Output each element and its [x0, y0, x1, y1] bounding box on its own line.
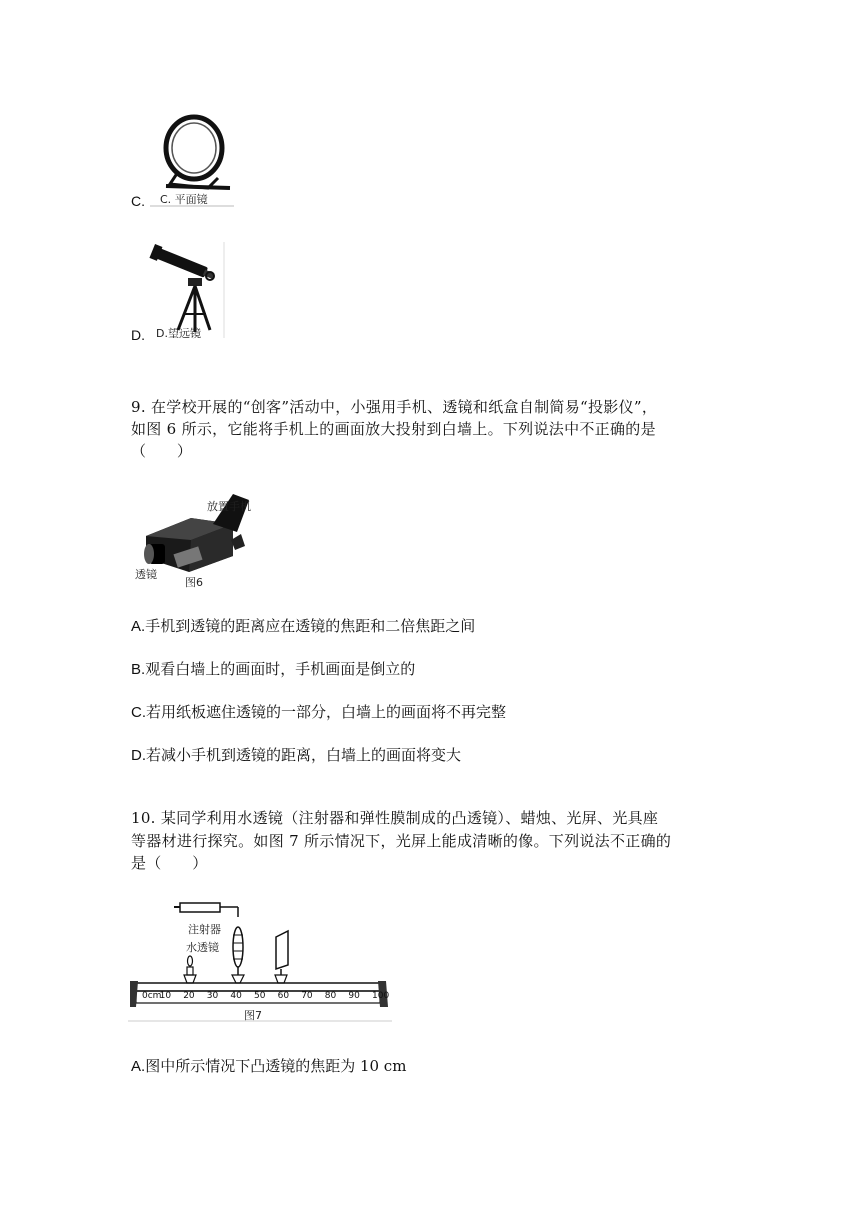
plane-mirror-figure	[148, 108, 236, 208]
ruler-tick-label: 20	[183, 991, 195, 1001]
q10-stem-line1: 10. 某同学利用水透镜（注射器和弹性膜制成的凸透镜）、蜡烛、光屏、光具座	[131, 809, 659, 827]
q10-option-a: A.图中所示情况下凸透镜的焦距为 10 cm	[131, 1057, 407, 1075]
ruler-tick-label: 30	[206, 991, 219, 1001]
syringe-label: 注射器	[188, 923, 221, 936]
ruler-tick-label: 70	[301, 991, 313, 1001]
ruler-tick-label: 0cm	[142, 991, 162, 1001]
figure-6-caption: 图6	[185, 576, 203, 589]
q10-stem-line2: 等器材进行探究。如图 7 所示情况下，光屏上能成清晰的像。下列说法不正确的	[131, 832, 672, 850]
phone-slot-label: 放置手机	[207, 500, 251, 513]
q9-option-c: C.若用纸板遮住透镜的一部分，白墙上的画面将不再完整	[131, 703, 507, 721]
telescope-caption: D.望远镜	[156, 327, 201, 340]
ruler-tick-label: 90	[348, 991, 360, 1001]
ruler-tick-label: 10	[159, 991, 172, 1001]
ruler-tick-label: 60	[277, 991, 290, 1001]
projector-figure	[131, 488, 257, 588]
bench-ruler	[142, 991, 390, 1005]
q9-option-d: D.若减小手机到透镜的距离，白墙上的画面将变大	[131, 746, 462, 764]
q9-option-a: A.手机到透镜的距离应在透镜的焦距和二倍焦距之间	[131, 617, 476, 635]
ruler-tick-label: 100	[372, 991, 390, 1001]
ruler-tick-label: 50	[254, 991, 266, 1001]
optical-bench-figure	[128, 895, 392, 1027]
figure-7-caption: 图7	[244, 1009, 262, 1022]
plane-mirror-caption: C. 平面镜	[160, 193, 208, 206]
q9-stem-line2: 如图 6 所示，它能将手机上的画面放大投射到白墙上。下列说法中不正确的是	[131, 420, 656, 438]
option-d-letter: D.	[131, 327, 145, 343]
water-lens-label: 水透镜	[186, 941, 219, 954]
ruler-tick-label: 40	[230, 991, 242, 1001]
q9-stem-line3: （ ）	[131, 442, 193, 460]
q10-stem-line3: 是（ ）	[131, 854, 208, 872]
lens-label: 透镜	[135, 568, 157, 581]
q9-stem-line1: 9. 在学校开展的“创客”活动中，小强用手机、透镜和纸盒自制简易“投影仪”，	[131, 398, 658, 416]
option-c-letter: C.	[131, 193, 145, 209]
q9-option-b: B.观看白墙上的画面时，手机画面是倒立的	[131, 660, 416, 678]
telescope-figure	[148, 240, 226, 340]
ruler-tick-label: 80	[324, 991, 337, 1001]
